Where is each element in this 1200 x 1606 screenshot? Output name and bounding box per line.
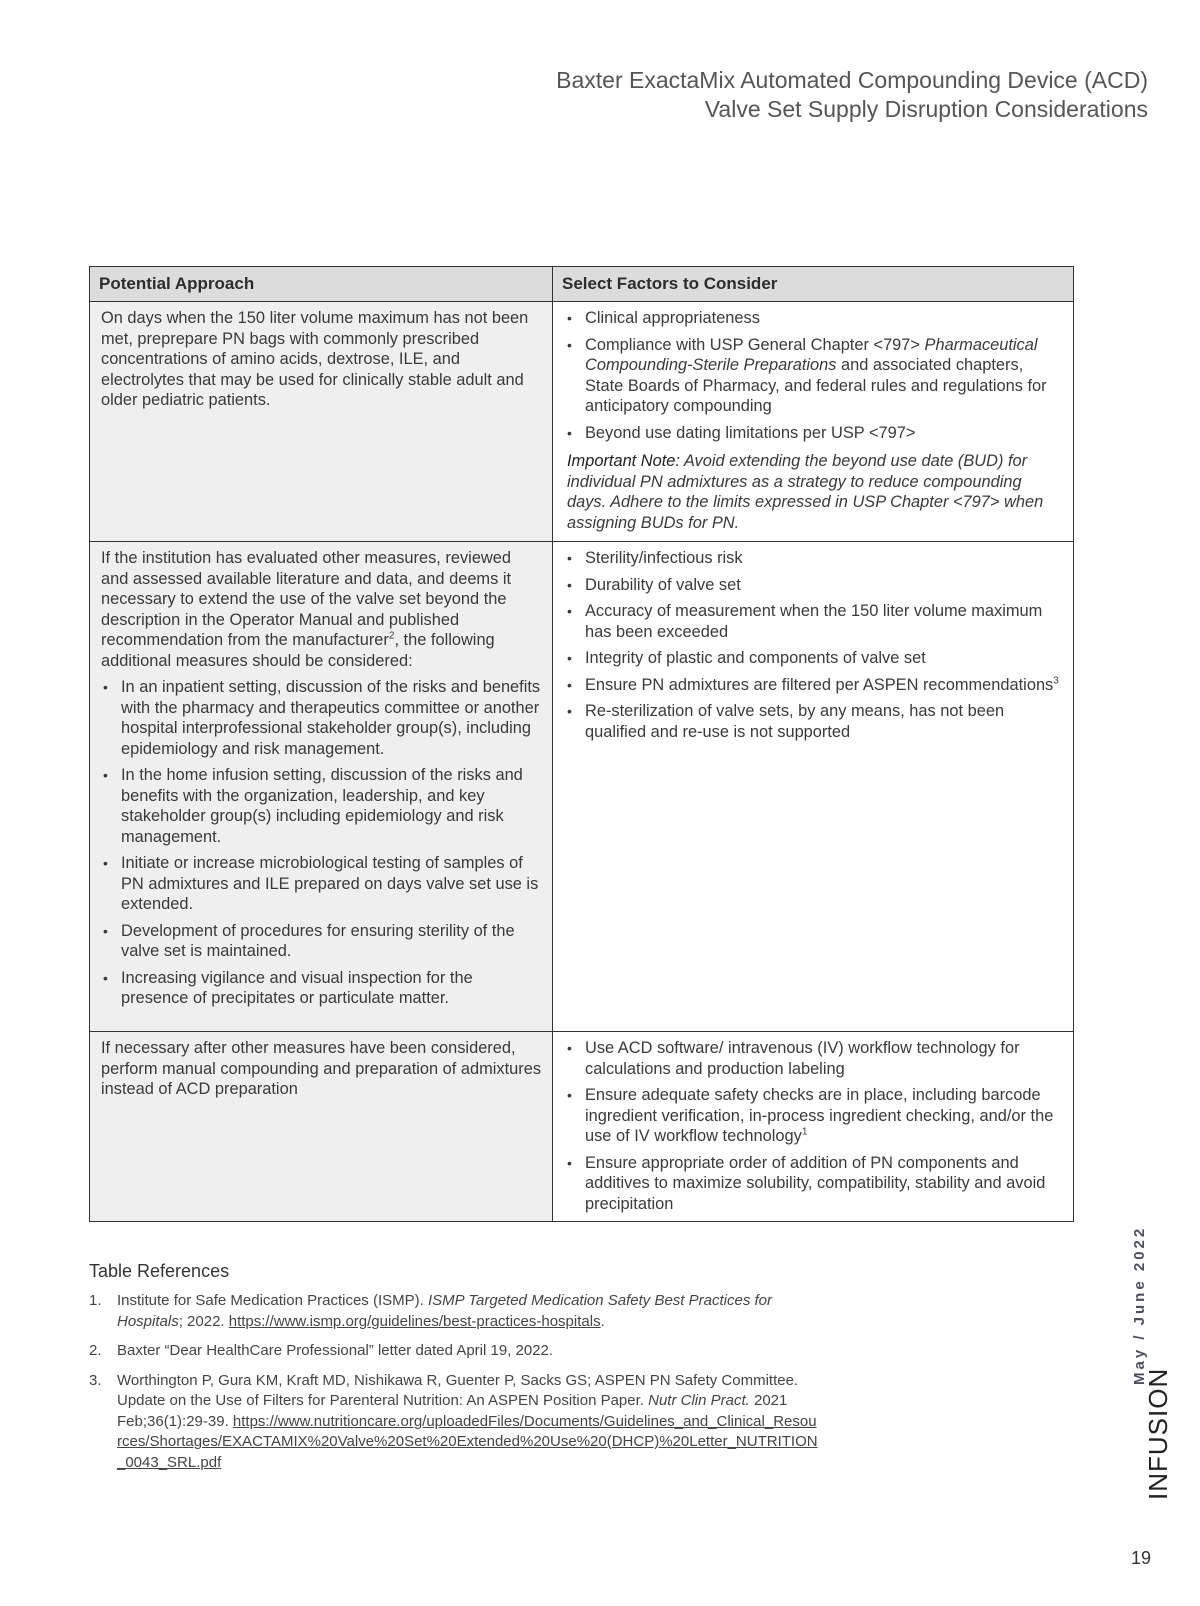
note-lead: Important Note: (567, 452, 680, 470)
page-number: 19 (1131, 1548, 1152, 1568)
approach-intro-text: If the institution has evaluated other measures, reviewed and assessed available literature and data, and deems it necessary to extend the use of the valve set beyond the description in the Operator Manual and published recommendation from the manufacturer (101, 549, 512, 649)
reference-number: 1. (89, 1292, 102, 1309)
reference-text: Baxter “Dear HealthCare Professional” letter dated April 19, 2022. (117, 1342, 554, 1359)
list-item: • Increasing vigilance and visual inspection for the presence of precipitates or particulate matter. (101, 968, 542, 1009)
reference-link[interactable]: https://www.ismp.org/guidelines/best-practices-hospitals (228, 1312, 601, 1330)
list-item: • Accuracy of measurement when the 150 liter volume maximum has been exceeded (565, 601, 1063, 642)
approach-cell (90, 542, 553, 1032)
reference-item (89, 1341, 819, 1362)
approach-cell (90, 302, 553, 542)
list-item: • Sterility/infectious risk (565, 548, 1063, 569)
reference-title: ISMP Targeted Medication Safety Best Practices for Hospitals (117, 1292, 773, 1330)
list-item: • Ensure appropriate order of addition of PN components and additives to maximize solubility, compatibility, stability and avoid precipitation (565, 1153, 1063, 1215)
reference-superscript: 2 (388, 630, 395, 642)
list-item: • Clinical appropriateness (565, 308, 1063, 329)
factor-list (565, 548, 1063, 742)
header-title-line2: Valve Set Supply Disruption Considerations (704, 96, 1148, 122)
reference-text: 2021 Feb;36(1):29-39. (117, 1392, 788, 1430)
factors-cell (553, 1032, 1074, 1222)
reference-journal: Nutr Clin Pract. (648, 1392, 750, 1409)
reference-link[interactable]: https://www.nutritioncare.org/uploadedFiles/Documents/Guidelines_and_Clinical_Resources/Shortages/EXACTAMIX%20Valve%20Set%20Extended%20Use%20(DHCP)%20Letter_NUTRITION_0043_SRL.pdf (117, 1412, 818, 1471)
list-item (565, 335, 1063, 417)
factors-cell (553, 302, 1074, 542)
reference-number: 3. (89, 1371, 102, 1389)
infusion-logo: INFUSION (1143, 1367, 1173, 1500)
list-item: • Durability of valve set (565, 575, 1063, 596)
factor-list (565, 308, 1063, 443)
list-item-text: Compliance with USP General Chapter <797> (585, 335, 925, 354)
reference-text: ; 2022. (178, 1312, 229, 1330)
column-header-approach: Potential Approach (90, 267, 553, 302)
reference-text: Institute for Safe Medication Practices (ISMP). (117, 1292, 428, 1309)
list-item: • Use ACD software/ intravenous (IV) workflow technology for calculations and production labeling (565, 1038, 1063, 1079)
approach-intro (101, 548, 542, 671)
issue-date: May / June 2022 (1131, 1225, 1148, 1385)
approach-text: On days when the 150 liter volume maximum has not been met, preprepare PN bags with commonly prescribed concentrations of amino acids, dextrose, ILE, and electrolytes that may be used for clinically stable adult and older pediatric patients. (101, 309, 529, 409)
factors-cell (553, 542, 1074, 1032)
reference-list (89, 1291, 819, 1482)
approach-text: If necessary after other measures have been considered, perform manual compounding and preparation of admixtures instead of ACD preparation (101, 1039, 542, 1098)
list-item: • In an inpatient setting, discussion of the risks and benefits with the pharmacy and therapeutics committee or another hospital interprofessional stakeholder group(s), including epidemiology and risk management. (101, 677, 542, 759)
list-item (565, 675, 1063, 696)
measure-list (101, 677, 542, 1009)
list-item: • Initiate or increase microbiological testing of samples of PN admixtures and ILE prepared on days valve set use is extended. (101, 853, 542, 915)
table-row (90, 1032, 1074, 1222)
list-item-text: Ensure adequate safety checks are in place, including barcode ingredient verification, in-process ingredient checking, and/or the use of IV workflow technology (585, 1086, 1054, 1145)
list-item: • Beyond use dating limitations per USP <797> (565, 423, 1063, 444)
list-item-text: Ensure PN admixtures are filtered per ASPEN recommendations (585, 675, 1054, 694)
approach-intro-text: , the following additional measures should be considered: (101, 631, 495, 670)
list-item: • In the home infusion setting, discussion of the risks and benefits with the organization, leadership, and key stakeholder group(s) including epidemiology and risk management. (101, 765, 542, 847)
document-header (448, 66, 1148, 124)
table-row (90, 302, 1074, 542)
table-header-row (90, 267, 1074, 302)
list-item: • Integrity of plastic and components of valve set (565, 648, 1063, 669)
reference-text: . (600, 1312, 605, 1330)
approach-cell (90, 1032, 553, 1222)
chapter-title: Pharmaceutical Compounding-Sterile Preparations (585, 335, 1038, 374)
list-item (565, 1085, 1063, 1147)
considerations-table (89, 266, 1074, 1222)
references-title: Table References (89, 1261, 230, 1281)
reference-item (89, 1371, 819, 1474)
list-item: • Development of procedures for ensuring sterility of the valve set is maintained. (101, 921, 542, 962)
column-header-factors: Select Factors to Consider (553, 267, 1074, 302)
header-title-line1: Baxter ExactaMix Automated Compounding Device (ACD) (556, 67, 1148, 93)
reference-number: 2. (89, 1342, 102, 1359)
reference-superscript: 3 (1053, 675, 1059, 687)
list-item: • Re-sterilization of valve sets, by any means, has not been qualified and re-use is not supported (565, 701, 1063, 742)
list-item-text: and associated chapters, State Boards of Pharmacy, and federal rules and regulations for anticipatory compounding (585, 356, 1047, 415)
table-row (90, 542, 1074, 1032)
reference-superscript: 1 (801, 1126, 808, 1138)
reference-text: Worthington P, Gura KM, Kraft MD, Nishikawa R, Guenter P, Sacks GS; ASPEN PN Safety Committee. Update on the Use of Filters for Parenteral Nutrition: An ASPEN Position Paper. (117, 1371, 799, 1409)
note-text: Avoid extending the beyond use date (BUD) for individual PN admixtures as a strategy to reduce compounding days. Adhere to the limits expressed in USP Chapter <797> when assigning BUDs for PN. (567, 452, 1044, 532)
important-note (567, 451, 1063, 533)
reference-item (89, 1291, 819, 1332)
factor-list (565, 1038, 1063, 1214)
